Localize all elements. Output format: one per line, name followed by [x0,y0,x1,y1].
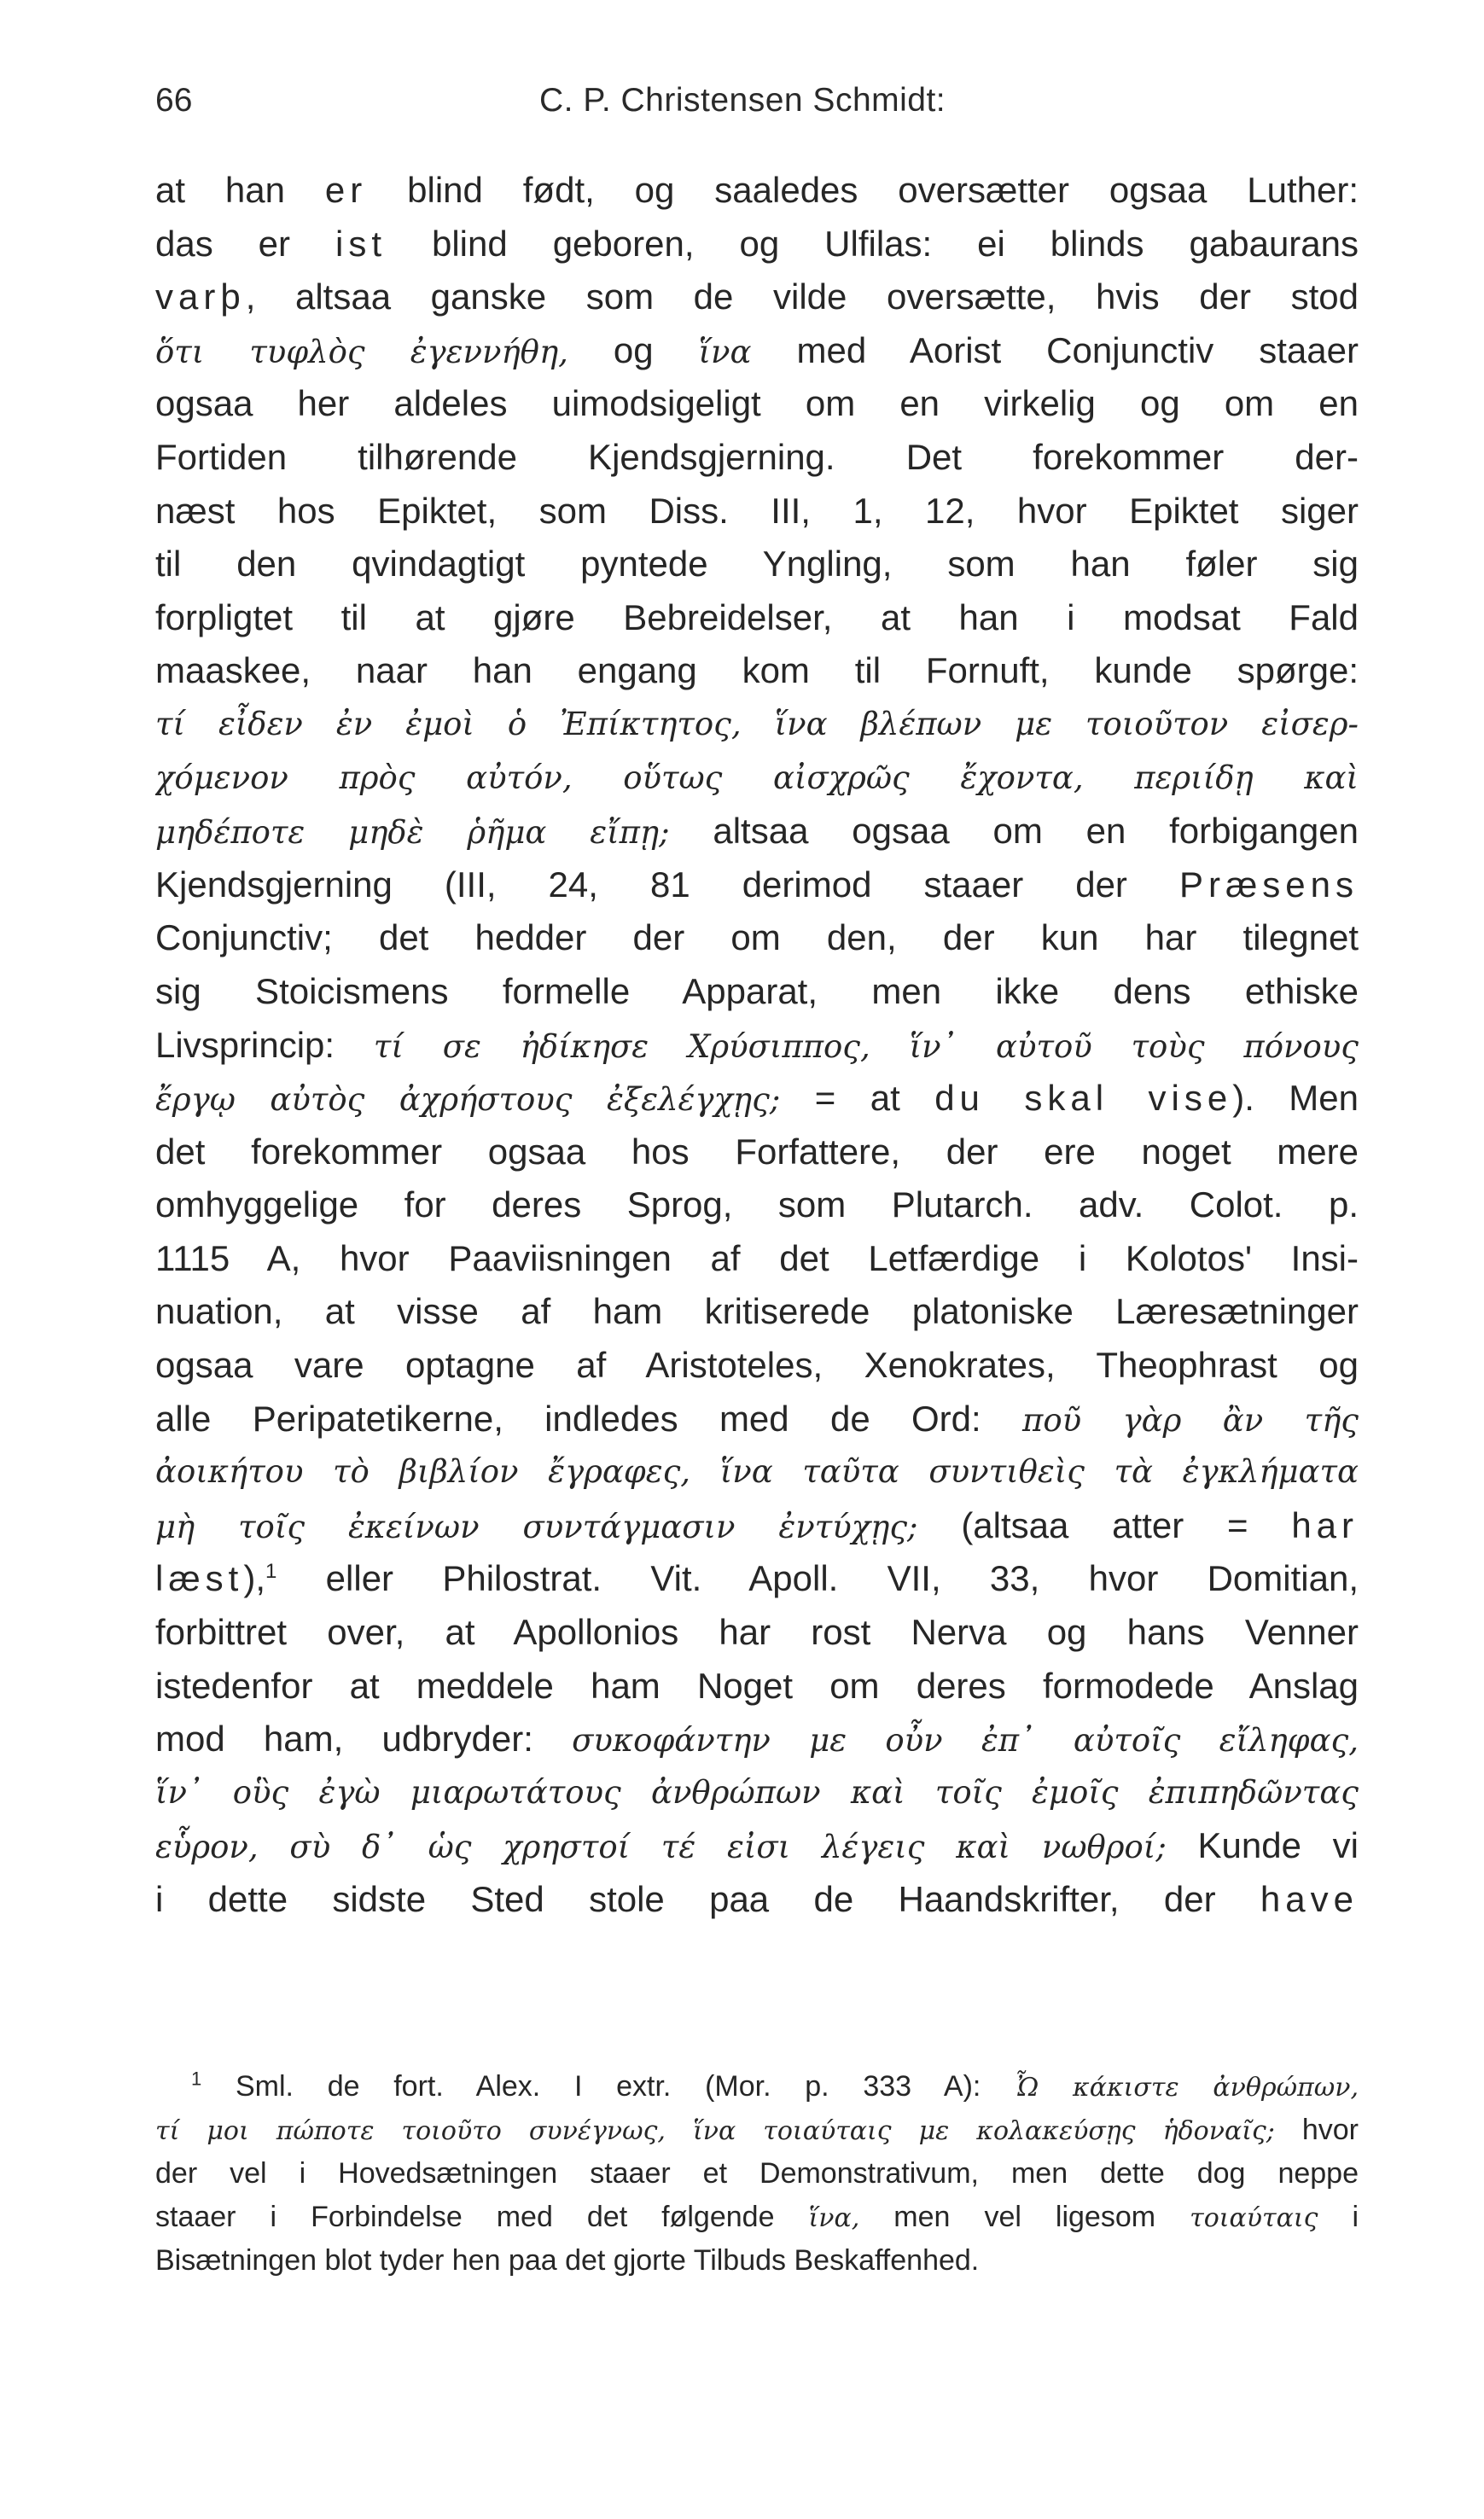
text-line: istedenfor at meddele ham Noget om deres formodede Anslag [155,1665,1359,1706]
text-line: at han er blind født, og saaledes oversætter ogsaa Luther: [155,170,1359,210]
greek-quote: ἵνα, [808,2203,860,2233]
text-line: varþ, altsaa ganske som de vilde oversætte, hvis der stod [155,276,1359,317]
greek-quote: συκοφάντην με οὖν ἐπ᾽ αὐτοῖς εἴληφας, [572,1722,1359,1760]
text-line: μηδέποτε μηδὲ ῥῆμα εἴπῃ; altsaa ogsaa om en forbigangen [155,811,1359,852]
greek-quote-line: ἀοικήτου τὸ βιβλίον ἔγραφες, ἵνα ταῦτα συντιθεὶς τὰ ἐγκλήματα [155,1453,1359,1491]
text-line: ἔργῳ αὐτὸς ἀχρήστους ἐξελέγχῃς; = at du skal vise). Men [155,1078,1359,1119]
footnote-line: staaer i Forbindelse med det følgende ἵνα, men vel ligesom τοιαύταις i [155,2201,1359,2233]
greek-quote-line: ἵν᾽ οὓς ἐγὼ μιαρωτάτους ἀνθρώπων καὶ τοῖς ἐμοῖς ἐπιπηδῶντας [155,1773,1359,1811]
text-line: 1115 A, hvor Paaviisningen af det Letfærdige i Kolotos' Insi- [155,1237,1359,1278]
text-line: Conjunctiv; det hedder der om den, der kun har tilegnet [155,917,1359,958]
footnote-marker[interactable]: 1 [265,1560,277,1584]
footnote-number: 1 [191,2068,202,2090]
greek-quote: μὴ τοῖς ἐκείνων συντάγμασιν ἐντύχῃς; [155,1508,918,1545]
text-line: det forekommer ogsaa hos Forfattere, der ere noget mere [155,1131,1359,1172]
greek-quote-line: τί εἶδεν ἐν ἐμοὶ ὁ Ἐπίκτητος, ἵνα βλέπων με τοιοῦτον εἰσερ- [155,705,1359,742]
greek-quote: Ὦ κάκιστε ἀνθρώπων, [1015,2073,1359,2103]
spaced-emphasis: har [1291,1504,1359,1545]
spaced-emphasis: Præsens [1178,864,1359,905]
text-line: mod ham, udbryder: συκοφάντην με οὖν ἐπ᾽ αὐτοῖς εἴληφας, [155,1719,1359,1760]
greek-quote: μηδέποτε μηδὲ ῥῆμα εἴπῃ; [155,814,670,852]
footnote-line: der vel i Hovedsætningen staaer et Demonstrativum, men dette dog neppe [155,2157,1359,2190]
text-line: næst hos Epiktet, som Diss. III, 1, 12, hvor Epiktet siger [155,490,1359,531]
text-line: sig Stoicismens formelle Apparat, men ikke dens ethiske [155,970,1359,1011]
running-head [155,82,1359,133]
spaced-emphasis: du skal vise [934,1078,1233,1119]
footnote-line: $^1$ Sml. de fort. Alex. I extr. (Mor. p. 333 A): Ὦ κάκιστε ἀνθρώπων, [191,2068,1359,2103]
text-line: i dette sidste Sted stole paa de Haandskrifter, der have [155,1879,1359,1919]
text-line: til den qvindagtigt pyntede Yngling, som han føler sig [155,544,1359,585]
footnote [155,2065,1359,2283]
text-line: Kjendsgjerning (III, 24, 81 derimod staaer der Præsens [155,864,1359,905]
greek-quote: ἔργῳ αὐτὸς ἀχρήστους ἐξελέγχῃς; [155,1081,781,1119]
text-line: læst),$^1$ eller Philostrat. Vit. Apoll. VII, 33, hvor Domitian, [155,1558,1359,1599]
page-number: 66 [155,82,193,119]
text-line: forbittret over, at Apollonios har rost Nerva og hans Venner [155,1612,1359,1653]
greek-quote: εὗρον, σὺ δ᾽ ὡς χρηστοί τέ εἰσι λέγεις καὶ νωθροί; [155,1829,1167,1866]
text-line: ogsaa her aldeles uimodsigeligt om en virkelig og om en [155,383,1359,424]
text-line: Livsprincip: τί σε ἠδίκησε Χρύσιππος, ἵν᾽ αὐτοῦ τοὺς πόνους [155,1024,1359,1065]
greek-quote: ὅτι τυφλὸς ἐγεννήθη, [155,333,568,370]
greek-quote: τί μοι πώποτε τοιοῦτο συνέγνως, ἵνα τοιαύταις με κολακεύσῃς ἡδοναῖς; [155,2116,1275,2146]
greek-quote: ποῦ γὰρ ἂν τῆς [1022,1401,1359,1439]
spaced-emphasis: varþ [155,276,246,317]
text-line: alle Peripatetikerne, indledes med de Ord: ποῦ γὰρ ἂν τῆς [155,1398,1359,1439]
running-title: C. P. Christensen Schmidt: [539,82,946,119]
main-text [155,164,1359,1927]
text-line: Fortiden tilhørende Kjendsgjerning. Det forekommer der- [155,436,1359,477]
text-line: forpligtet til at gjøre Bebreidelser, at han i modsat Fald [155,596,1359,637]
footnote-line: τί μοι πώποτε τοιοῦτο συνέγνως, ἵνα τοιαύταις με κολακεύσῃς ἡδοναῖς; hvor [155,2114,1359,2146]
text-line: omhyggelige for deres Sprog, som Plutarch. adv. Colot. p. [155,1184,1359,1225]
footnote-line: Bisætningen blot tyder hen paa det gjorte Tilbuds Beskaffenhed. [155,2244,980,2277]
greek-quote: ἵνα [698,333,752,370]
greek-quote: τί σε ἠδίκησε Χρύσιππος, ἵν᾽ αὐτοῦ τοὺς πόνους [373,1027,1359,1065]
spaced-emphasis: er [324,170,368,210]
text-line: ogsaa vare optagne af Aristoteles, Xenokrates, Theophrast og [155,1345,1359,1386]
greek-quote-line: χόμενον πρὸς αὐτόν, οὕτως αἰσχρῶς ἔχοντα, περιίδῃ καὶ [155,759,1359,796]
text-line: μὴ τοῖς ἐκείνων συντάγμασιν ἐντύχῃς; (altsaa atter = har [155,1504,1359,1545]
spaced-emphasis: ist [335,223,387,264]
spaced-emphasis: læst [155,1558,244,1599]
greek-quote: τοιαύταις [1190,2203,1318,2233]
text-line: εὗρον, σὺ δ᾽ ὡς χρηστοί τέ εἰσι λέγεις καὶ νωθροί; Kunde vi [155,1825,1359,1866]
spaced-emphasis: have [1260,1879,1359,1919]
text-line: das er ist blind geboren, og Ulfilas: ei blinds gabaurans [155,223,1359,264]
text-line: ὅτι τυφλὸς ἐγεννήθη, og ἵνα med Aorist Conjunctiv staaer [155,329,1359,370]
text-line: nuation, at visse af ham kritiserede platoniske Læresætninger [155,1291,1359,1332]
text-line: maaskee, naar han engang kom til Fornuft, kunde spørge: [155,650,1359,691]
